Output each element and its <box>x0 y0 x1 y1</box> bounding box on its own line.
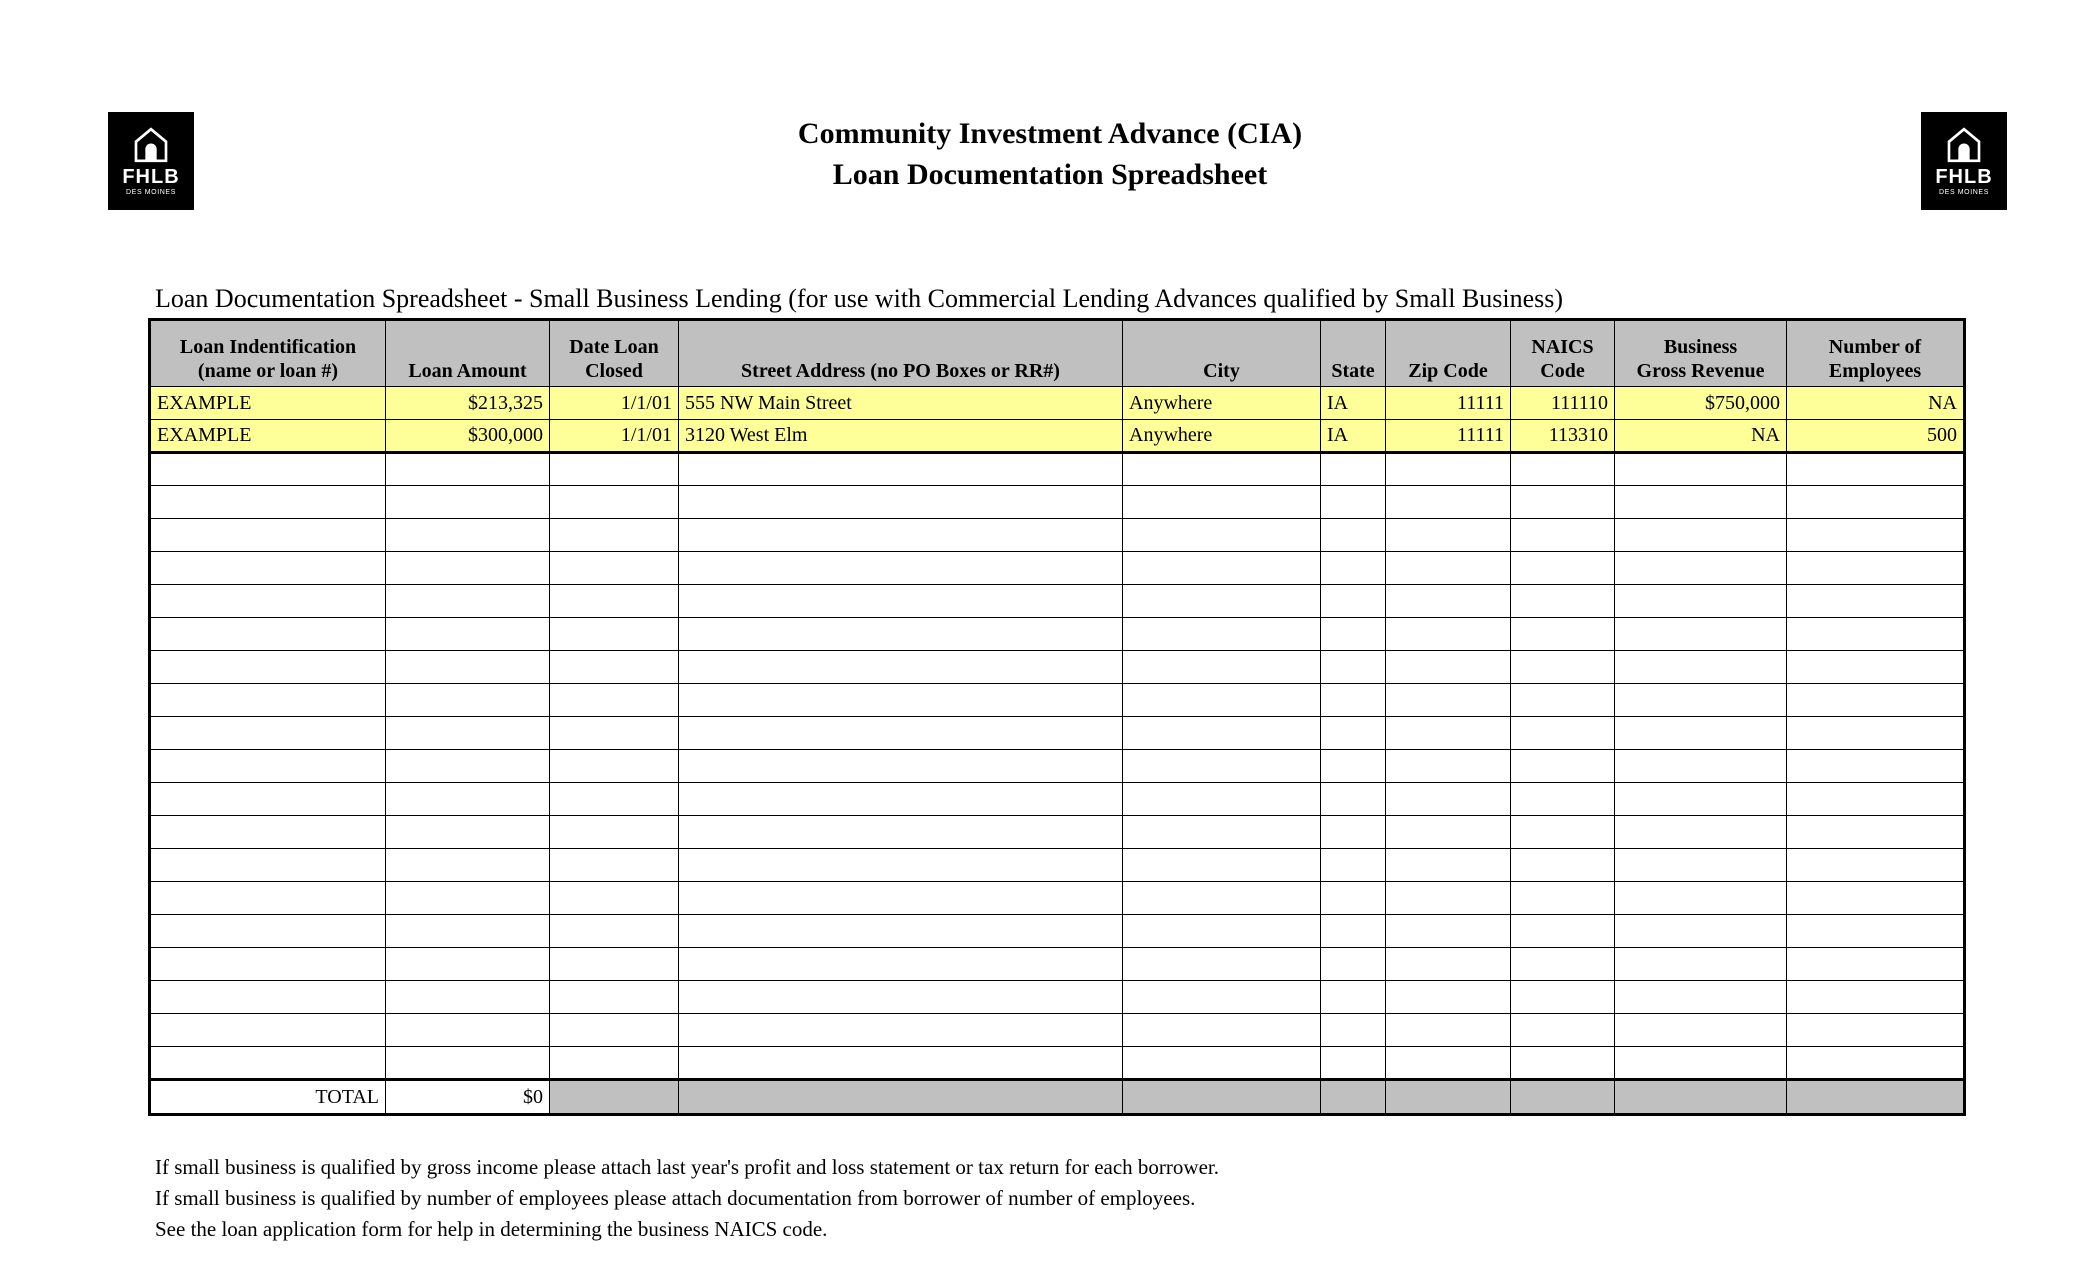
column-header-naics-code <box>1511 320 1615 387</box>
cell-gross-revenue: $750,000 <box>1615 387 1787 420</box>
empty-cell-city <box>1123 453 1321 486</box>
empty-row <box>150 882 1965 915</box>
empty-cell-loan-id <box>150 915 386 948</box>
empty-cell-loan-amount <box>386 552 550 585</box>
empty-cell-zip-code <box>1386 717 1511 750</box>
empty-cell-loan-amount <box>386 486 550 519</box>
footer-notes <box>155 1152 1219 1245</box>
empty-cell-gross-revenue <box>1615 453 1787 486</box>
empty-cell-city <box>1123 1014 1321 1047</box>
empty-cell-gross-revenue <box>1615 651 1787 684</box>
empty-row <box>150 651 1965 684</box>
empty-cell-naics-code <box>1511 981 1615 1014</box>
empty-cell-street-address <box>679 486 1123 519</box>
empty-cell-loan-amount <box>386 948 550 981</box>
empty-cell-zip-code <box>1386 519 1511 552</box>
empty-cell-zip-code <box>1386 1047 1511 1080</box>
cell-loan-id: EXAMPLE <box>150 387 386 420</box>
empty-cell-date-closed <box>550 849 679 882</box>
empty-cell-city <box>1123 486 1321 519</box>
empty-cell-gross-revenue <box>1615 783 1787 816</box>
empty-cell-state <box>1321 948 1386 981</box>
cell-gross-revenue: NA <box>1615 420 1787 453</box>
empty-row <box>150 684 1965 717</box>
empty-cell-loan-amount <box>386 717 550 750</box>
empty-cell-naics-code <box>1511 849 1615 882</box>
empty-cell-street-address <box>679 882 1123 915</box>
empty-cell-naics-code <box>1511 783 1615 816</box>
column-header-date-closed <box>550 320 679 387</box>
empty-cell-loan-id <box>150 816 386 849</box>
cell-employees: NA <box>1787 387 1965 420</box>
empty-cell-loan-id <box>150 684 386 717</box>
total-gray-cell-state <box>1321 1080 1386 1115</box>
empty-cell-naics-code <box>1511 717 1615 750</box>
empty-cell-gross-revenue <box>1615 618 1787 651</box>
empty-cell-naics-code <box>1511 618 1615 651</box>
empty-cell-loan-id <box>150 618 386 651</box>
empty-row <box>150 585 1965 618</box>
total-amount: $0 <box>386 1080 550 1115</box>
empty-cell-gross-revenue <box>1615 585 1787 618</box>
empty-cell-loan-id <box>150 882 386 915</box>
empty-cell-loan-id <box>150 717 386 750</box>
empty-cell-city <box>1123 684 1321 717</box>
empty-cell-zip-code <box>1386 816 1511 849</box>
cell-city: Anywhere <box>1123 420 1321 453</box>
empty-cell-loan-amount <box>386 915 550 948</box>
empty-cell-state <box>1321 849 1386 882</box>
empty-cell-date-closed <box>550 552 679 585</box>
empty-cell-naics-code <box>1511 750 1615 783</box>
empty-cell-zip-code <box>1386 981 1511 1014</box>
total-gray-cell-street-address <box>679 1080 1123 1115</box>
empty-cell-date-closed <box>550 585 679 618</box>
empty-cell-zip-code <box>1386 552 1511 585</box>
empty-cell-zip-code <box>1386 585 1511 618</box>
empty-row <box>150 750 1965 783</box>
empty-cell-zip-code <box>1386 750 1511 783</box>
empty-cell-employees <box>1787 519 1965 552</box>
empty-cell-employees <box>1787 882 1965 915</box>
empty-cell-loan-amount <box>386 816 550 849</box>
empty-cell-gross-revenue <box>1615 1047 1787 1080</box>
empty-cell-loan-amount <box>386 651 550 684</box>
empty-cell-gross-revenue <box>1615 717 1787 750</box>
empty-cell-date-closed <box>550 750 679 783</box>
column-header-loan-amount <box>386 320 550 387</box>
empty-cell-city <box>1123 618 1321 651</box>
empty-row <box>150 948 1965 981</box>
column-header-line: Code <box>1540 360 1585 382</box>
empty-row <box>150 981 1965 1014</box>
empty-cell-city <box>1123 915 1321 948</box>
empty-cell-street-address <box>679 849 1123 882</box>
total-gray-cell-employees <box>1787 1080 1965 1115</box>
empty-cell-loan-amount <box>386 981 550 1014</box>
loan-documentation-table <box>148 318 1966 1116</box>
empty-cell-city <box>1123 783 1321 816</box>
empty-cell-city <box>1123 816 1321 849</box>
empty-cell-city <box>1123 750 1321 783</box>
empty-cell-employees <box>1787 1047 1965 1080</box>
cell-date-closed: 1/1/01 <box>550 387 679 420</box>
table-caption: Loan Documentation Spreadsheet - Small Business Lending (for use with Commercial Lending Advances qualified by Small Business) <box>155 284 1564 313</box>
empty-cell-date-closed <box>550 453 679 486</box>
empty-cell-naics-code <box>1511 816 1615 849</box>
column-header-state <box>1321 320 1386 387</box>
total-label: TOTAL <box>150 1080 386 1115</box>
empty-cell-street-address <box>679 717 1123 750</box>
empty-cell-loan-id <box>150 453 386 486</box>
cell-loan-amount: $300,000 <box>386 420 550 453</box>
logo-text: FHLB <box>1935 166 1993 188</box>
empty-cell-loan-id <box>150 519 386 552</box>
cell-state: IA <box>1321 387 1386 420</box>
empty-cell-street-address <box>679 618 1123 651</box>
empty-cell-gross-revenue <box>1615 882 1787 915</box>
empty-cell-loan-id <box>150 948 386 981</box>
empty-cell-loan-id <box>150 783 386 816</box>
column-header-city <box>1123 320 1321 387</box>
empty-cell-employees <box>1787 486 1965 519</box>
empty-cell-zip-code <box>1386 783 1511 816</box>
empty-cell-employees <box>1787 717 1965 750</box>
empty-cell-zip-code <box>1386 453 1511 486</box>
table-header-row <box>150 320 1965 387</box>
empty-cell-gross-revenue <box>1615 1014 1787 1047</box>
total-gray-cell-naics-code <box>1511 1080 1615 1115</box>
empty-cell-date-closed <box>550 1014 679 1047</box>
total-gray-cell-date-closed <box>550 1080 679 1115</box>
column-header-zip-code <box>1386 320 1511 387</box>
empty-cell-zip-code <box>1386 849 1511 882</box>
empty-cell-employees <box>1787 585 1965 618</box>
empty-cell-gross-revenue <box>1615 486 1787 519</box>
column-header-line: Number of <box>1828 336 1922 358</box>
cell-street-address: 3120 West Elm <box>679 420 1123 453</box>
empty-cell-loan-amount <box>386 1047 550 1080</box>
empty-row <box>150 849 1965 882</box>
empty-cell-zip-code <box>1386 618 1511 651</box>
empty-cell-naics-code <box>1511 1047 1615 1080</box>
empty-cell-date-closed <box>550 948 679 981</box>
empty-row <box>150 1014 1965 1047</box>
empty-cell-zip-code <box>1386 948 1511 981</box>
empty-cell-naics-code <box>1511 585 1615 618</box>
empty-cell-gross-revenue <box>1615 552 1787 585</box>
empty-cell-state <box>1321 618 1386 651</box>
empty-cell-naics-code <box>1511 882 1615 915</box>
note-gross-income: If small business is qualified by gross income please attach last year's profit and loss statement or tax return for each borrower. <box>155 1155 1219 1179</box>
title-line-1: Community Investment Advance (CIA) <box>797 117 1303 150</box>
empty-cell-street-address <box>679 750 1123 783</box>
empty-cell-street-address <box>679 1014 1123 1047</box>
empty-cell-gross-revenue <box>1615 750 1787 783</box>
column-header-line: NAICS <box>1531 336 1594 358</box>
empty-cell-naics-code <box>1511 948 1615 981</box>
empty-cell-state <box>1321 915 1386 948</box>
empty-cell-date-closed <box>550 651 679 684</box>
empty-cell-loan-id <box>150 849 386 882</box>
empty-cell-loan-amount <box>386 453 550 486</box>
empty-cell-state <box>1321 519 1386 552</box>
cell-zip-code: 11111 <box>1386 420 1511 453</box>
empty-cell-loan-amount <box>386 684 550 717</box>
empty-row <box>150 783 1965 816</box>
empty-cell-loan-amount <box>386 618 550 651</box>
empty-cell-date-closed <box>550 915 679 948</box>
empty-cell-state <box>1321 750 1386 783</box>
cell-state: IA <box>1321 420 1386 453</box>
note-naics: See the loan application form for help in determining the business NAICS code. <box>155 1217 828 1241</box>
cell-date-closed: 1/1/01 <box>550 420 679 453</box>
empty-cell-zip-code <box>1386 915 1511 948</box>
empty-cell-street-address <box>679 453 1123 486</box>
empty-cell-street-address <box>679 1047 1123 1080</box>
empty-cell-date-closed <box>550 717 679 750</box>
empty-row <box>150 717 1965 750</box>
empty-cell-gross-revenue <box>1615 816 1787 849</box>
empty-cell-city <box>1123 882 1321 915</box>
empty-cell-loan-id <box>150 651 386 684</box>
empty-cell-zip-code <box>1386 1014 1511 1047</box>
empty-cell-state <box>1321 783 1386 816</box>
empty-cell-loan-amount <box>386 882 550 915</box>
empty-cell-street-address <box>679 783 1123 816</box>
empty-cell-naics-code <box>1511 651 1615 684</box>
empty-cell-naics-code <box>1511 453 1615 486</box>
empty-cell-date-closed <box>550 684 679 717</box>
empty-cell-city <box>1123 552 1321 585</box>
empty-cell-loan-amount <box>386 1014 550 1047</box>
empty-cell-state <box>1321 816 1386 849</box>
empty-cell-gross-revenue <box>1615 981 1787 1014</box>
empty-cell-city <box>1123 948 1321 981</box>
column-header-gross-revenue <box>1615 320 1787 387</box>
empty-cell-street-address <box>679 981 1123 1014</box>
empty-cell-city <box>1123 585 1321 618</box>
title-line-2: Loan Documentation Spreadsheet <box>832 158 1268 191</box>
empty-row <box>150 816 1965 849</box>
empty-cell-loan-id <box>150 1014 386 1047</box>
empty-cell-city <box>1123 717 1321 750</box>
column-header-line: Zip Code <box>1408 360 1488 382</box>
total-gray-cell-city <box>1123 1080 1321 1115</box>
empty-cell-loan-id <box>150 486 386 519</box>
empty-cell-employees <box>1787 816 1965 849</box>
column-header-line: Closed <box>585 360 643 382</box>
empty-cell-zip-code <box>1386 882 1511 915</box>
column-header-employees <box>1787 320 1965 387</box>
column-header-line: Employees <box>1828 360 1922 382</box>
empty-row <box>150 552 1965 585</box>
empty-cell-state <box>1321 882 1386 915</box>
cell-loan-id: EXAMPLE <box>150 420 386 453</box>
empty-cell-loan-amount <box>386 783 550 816</box>
column-header-loan-id <box>150 320 386 387</box>
empty-row <box>150 915 1965 948</box>
empty-cell-gross-revenue <box>1615 849 1787 882</box>
empty-cell-date-closed <box>550 519 679 552</box>
empty-row <box>150 453 1965 486</box>
empty-cell-state <box>1321 1047 1386 1080</box>
empty-cell-street-address <box>679 585 1123 618</box>
cell-city: Anywhere <box>1123 387 1321 420</box>
empty-cell-city <box>1123 849 1321 882</box>
empty-cell-employees <box>1787 948 1965 981</box>
empty-cell-city <box>1123 519 1321 552</box>
total-row <box>150 1080 1965 1115</box>
empty-cell-naics-code <box>1511 552 1615 585</box>
empty-cell-loan-id <box>150 750 386 783</box>
empty-cell-employees <box>1787 849 1965 882</box>
empty-row <box>150 486 1965 519</box>
empty-cell-state <box>1321 717 1386 750</box>
empty-cell-loan-id <box>150 981 386 1014</box>
logo-subtext: DES MOINES <box>1939 189 1989 196</box>
empty-cell-gross-revenue <box>1615 915 1787 948</box>
empty-cell-naics-code <box>1511 1014 1615 1047</box>
column-header-line: Loan Indentification <box>179 336 357 358</box>
empty-cell-state <box>1321 552 1386 585</box>
example-row-1 <box>150 387 1965 420</box>
empty-cell-employees <box>1787 651 1965 684</box>
cell-employees: 500 <box>1787 420 1965 453</box>
empty-cell-street-address <box>679 519 1123 552</box>
empty-cell-state <box>1321 585 1386 618</box>
empty-cell-zip-code <box>1386 486 1511 519</box>
empty-cell-date-closed <box>550 1047 679 1080</box>
empty-cell-date-closed <box>550 618 679 651</box>
empty-cell-street-address <box>679 552 1123 585</box>
empty-cell-state <box>1321 1014 1386 1047</box>
empty-cell-zip-code <box>1386 651 1511 684</box>
empty-cell-loan-id <box>150 585 386 618</box>
empty-cell-state <box>1321 981 1386 1014</box>
empty-cell-employees <box>1787 453 1965 486</box>
column-header-line: City <box>1203 360 1240 382</box>
empty-cell-employees <box>1787 618 1965 651</box>
empty-cell-street-address <box>679 915 1123 948</box>
empty-cell-gross-revenue <box>1615 948 1787 981</box>
logo-text: FHLB <box>122 166 180 188</box>
empty-cell-date-closed <box>550 783 679 816</box>
cell-loan-amount: $213,325 <box>386 387 550 420</box>
empty-cell-employees <box>1787 552 1965 585</box>
logo-subtext: DES MOINES <box>126 189 176 196</box>
empty-cell-state <box>1321 651 1386 684</box>
empty-cell-loan-amount <box>386 750 550 783</box>
cell-street-address: 555 NW Main Street <box>679 387 1123 420</box>
empty-cell-employees <box>1787 915 1965 948</box>
column-header-line: Business <box>1663 336 1738 358</box>
empty-cell-street-address <box>679 816 1123 849</box>
empty-cell-naics-code <box>1511 915 1615 948</box>
empty-cell-employees <box>1787 783 1965 816</box>
empty-cell-date-closed <box>550 486 679 519</box>
empty-cell-loan-id <box>150 552 386 585</box>
empty-cell-street-address <box>679 948 1123 981</box>
empty-cell-city <box>1123 1047 1321 1080</box>
empty-cell-date-closed <box>550 981 679 1014</box>
empty-cell-employees <box>1787 684 1965 717</box>
empty-cell-loan-amount <box>386 519 550 552</box>
cell-zip-code: 11111 <box>1386 387 1511 420</box>
cell-naics-code: 111110 <box>1511 387 1615 420</box>
example-row-2 <box>150 420 1965 453</box>
empty-cell-loan-id <box>150 1047 386 1080</box>
column-header-line: (name or loan #) <box>197 360 339 382</box>
empty-cell-employees <box>1787 1014 1965 1047</box>
empty-row <box>150 519 1965 552</box>
column-header-line: Loan Amount <box>408 360 527 382</box>
empty-cell-naics-code <box>1511 684 1615 717</box>
column-header-line: Street Address (no PO Boxes or RR#) <box>741 360 1060 382</box>
spreadsheet-area <box>148 280 1968 1116</box>
empty-row <box>150 618 1965 651</box>
column-header-line: Gross Revenue <box>1636 360 1765 382</box>
empty-cell-gross-revenue <box>1615 684 1787 717</box>
note-employees: If small business is qualified by number of employees please attach documentation from borrower of number of employees. <box>155 1186 1196 1210</box>
empty-cell-street-address <box>679 684 1123 717</box>
empty-cell-date-closed <box>550 816 679 849</box>
column-header-street-address <box>679 320 1123 387</box>
empty-cell-zip-code <box>1386 684 1511 717</box>
empty-cell-street-address <box>679 651 1123 684</box>
empty-cell-state <box>1321 486 1386 519</box>
empty-cell-employees <box>1787 981 1965 1014</box>
empty-cell-city <box>1123 651 1321 684</box>
empty-cell-city <box>1123 981 1321 1014</box>
empty-cell-date-closed <box>550 882 679 915</box>
empty-cell-loan-amount <box>386 849 550 882</box>
empty-cell-state <box>1321 453 1386 486</box>
document-title <box>0 113 2100 195</box>
empty-cell-gross-revenue <box>1615 519 1787 552</box>
empty-row <box>150 1047 1965 1080</box>
empty-cell-naics-code <box>1511 486 1615 519</box>
column-header-line: Date Loan <box>569 336 659 358</box>
total-gray-cell-zip-code <box>1386 1080 1511 1115</box>
empty-cell-loan-amount <box>386 585 550 618</box>
empty-cell-employees <box>1787 750 1965 783</box>
empty-cell-naics-code <box>1511 519 1615 552</box>
column-header-line: State <box>1331 360 1375 382</box>
total-gray-cell-gross-revenue <box>1615 1080 1787 1115</box>
empty-cell-state <box>1321 684 1386 717</box>
cell-naics-code: 113310 <box>1511 420 1615 453</box>
